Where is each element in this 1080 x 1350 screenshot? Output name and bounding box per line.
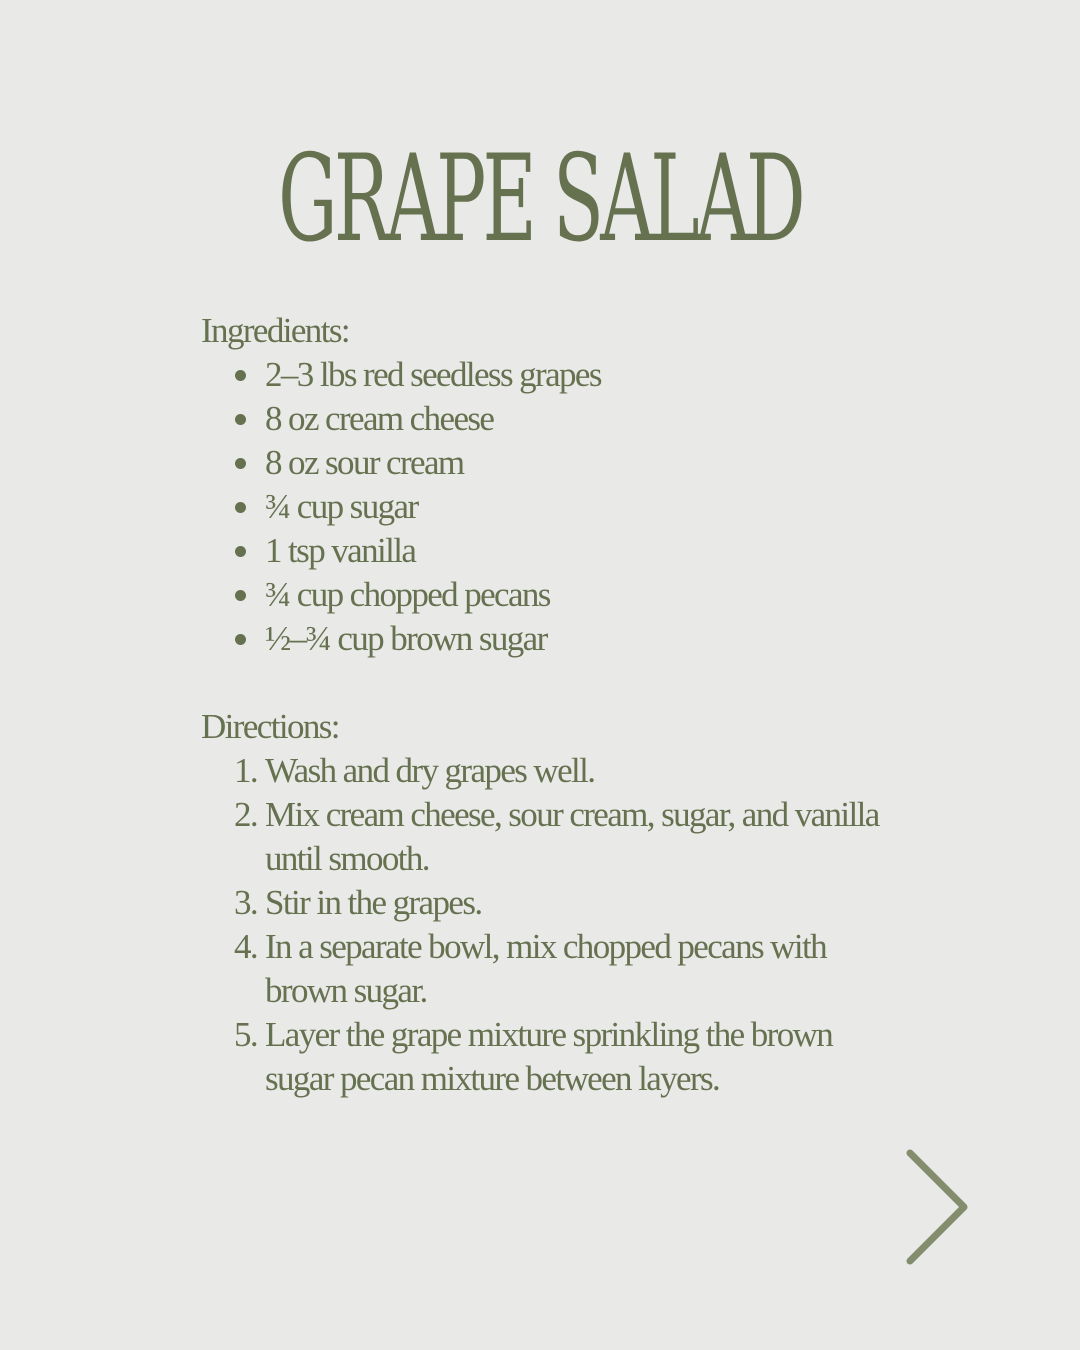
ingredient-item	[201, 617, 941, 661]
ingredients-heading: Ingredients:	[201, 311, 349, 350]
bullet-icon	[235, 458, 246, 469]
ingredient-item	[201, 529, 941, 573]
ingredients-list	[201, 353, 941, 661]
step-text: Layer the grape mixture sprinkling the brown sugar pecan mixture between layers.	[265, 1015, 833, 1098]
direction-step	[201, 1013, 905, 1101]
direction-step	[201, 925, 905, 1013]
bullet-icon	[235, 370, 246, 381]
chevron-right-icon	[900, 1145, 972, 1269]
ingredient-text: ½–¾ cup brown sugar	[265, 619, 547, 658]
step-number: 3.	[234, 883, 258, 922]
directions-heading: Directions:	[201, 707, 339, 746]
ingredient-item	[201, 397, 941, 441]
ingredient-text: ¾ cup sugar	[265, 487, 418, 526]
bullet-icon	[235, 546, 246, 557]
direction-step	[201, 881, 905, 925]
ingredient-text: ¾ cup chopped pecans	[265, 575, 550, 614]
bullet-icon	[235, 634, 246, 645]
step-number: 4.	[234, 927, 258, 966]
ingredient-text: 1 tsp vanilla	[265, 531, 416, 570]
direction-step	[201, 793, 905, 881]
step-text: Stir in the grapes.	[265, 883, 482, 922]
step-text: Mix cream cheese, sour cream, sugar, and vanilla until smooth.	[265, 795, 879, 878]
step-number: 1.	[234, 751, 258, 790]
step-number: 2.	[234, 795, 258, 834]
ingredient-text: 2–3 lbs red seedless grapes	[265, 355, 601, 394]
recipe-title: GRAPE SALAD	[278, 130, 802, 269]
ingredient-item	[201, 485, 941, 529]
ingredient-text: 8 oz cream cheese	[265, 399, 494, 438]
next-slide-button[interactable]	[900, 1145, 972, 1269]
step-text: Wash and dry grapes well.	[265, 751, 595, 790]
recipe-body	[201, 309, 941, 1101]
section-spacer	[201, 661, 941, 705]
ingredient-text: 8 oz sour cream	[265, 443, 464, 482]
step-number: 5.	[234, 1015, 258, 1054]
bullet-icon	[235, 590, 246, 601]
ingredient-item	[201, 441, 941, 485]
bullet-icon	[235, 502, 246, 513]
directions-list	[201, 749, 941, 1101]
step-text: In a separate bowl, mix chopped pecans with brown sugar.	[265, 927, 826, 1010]
ingredient-item	[201, 353, 941, 397]
direction-step	[201, 749, 905, 793]
bullet-icon	[235, 414, 246, 425]
ingredient-item	[201, 573, 941, 617]
